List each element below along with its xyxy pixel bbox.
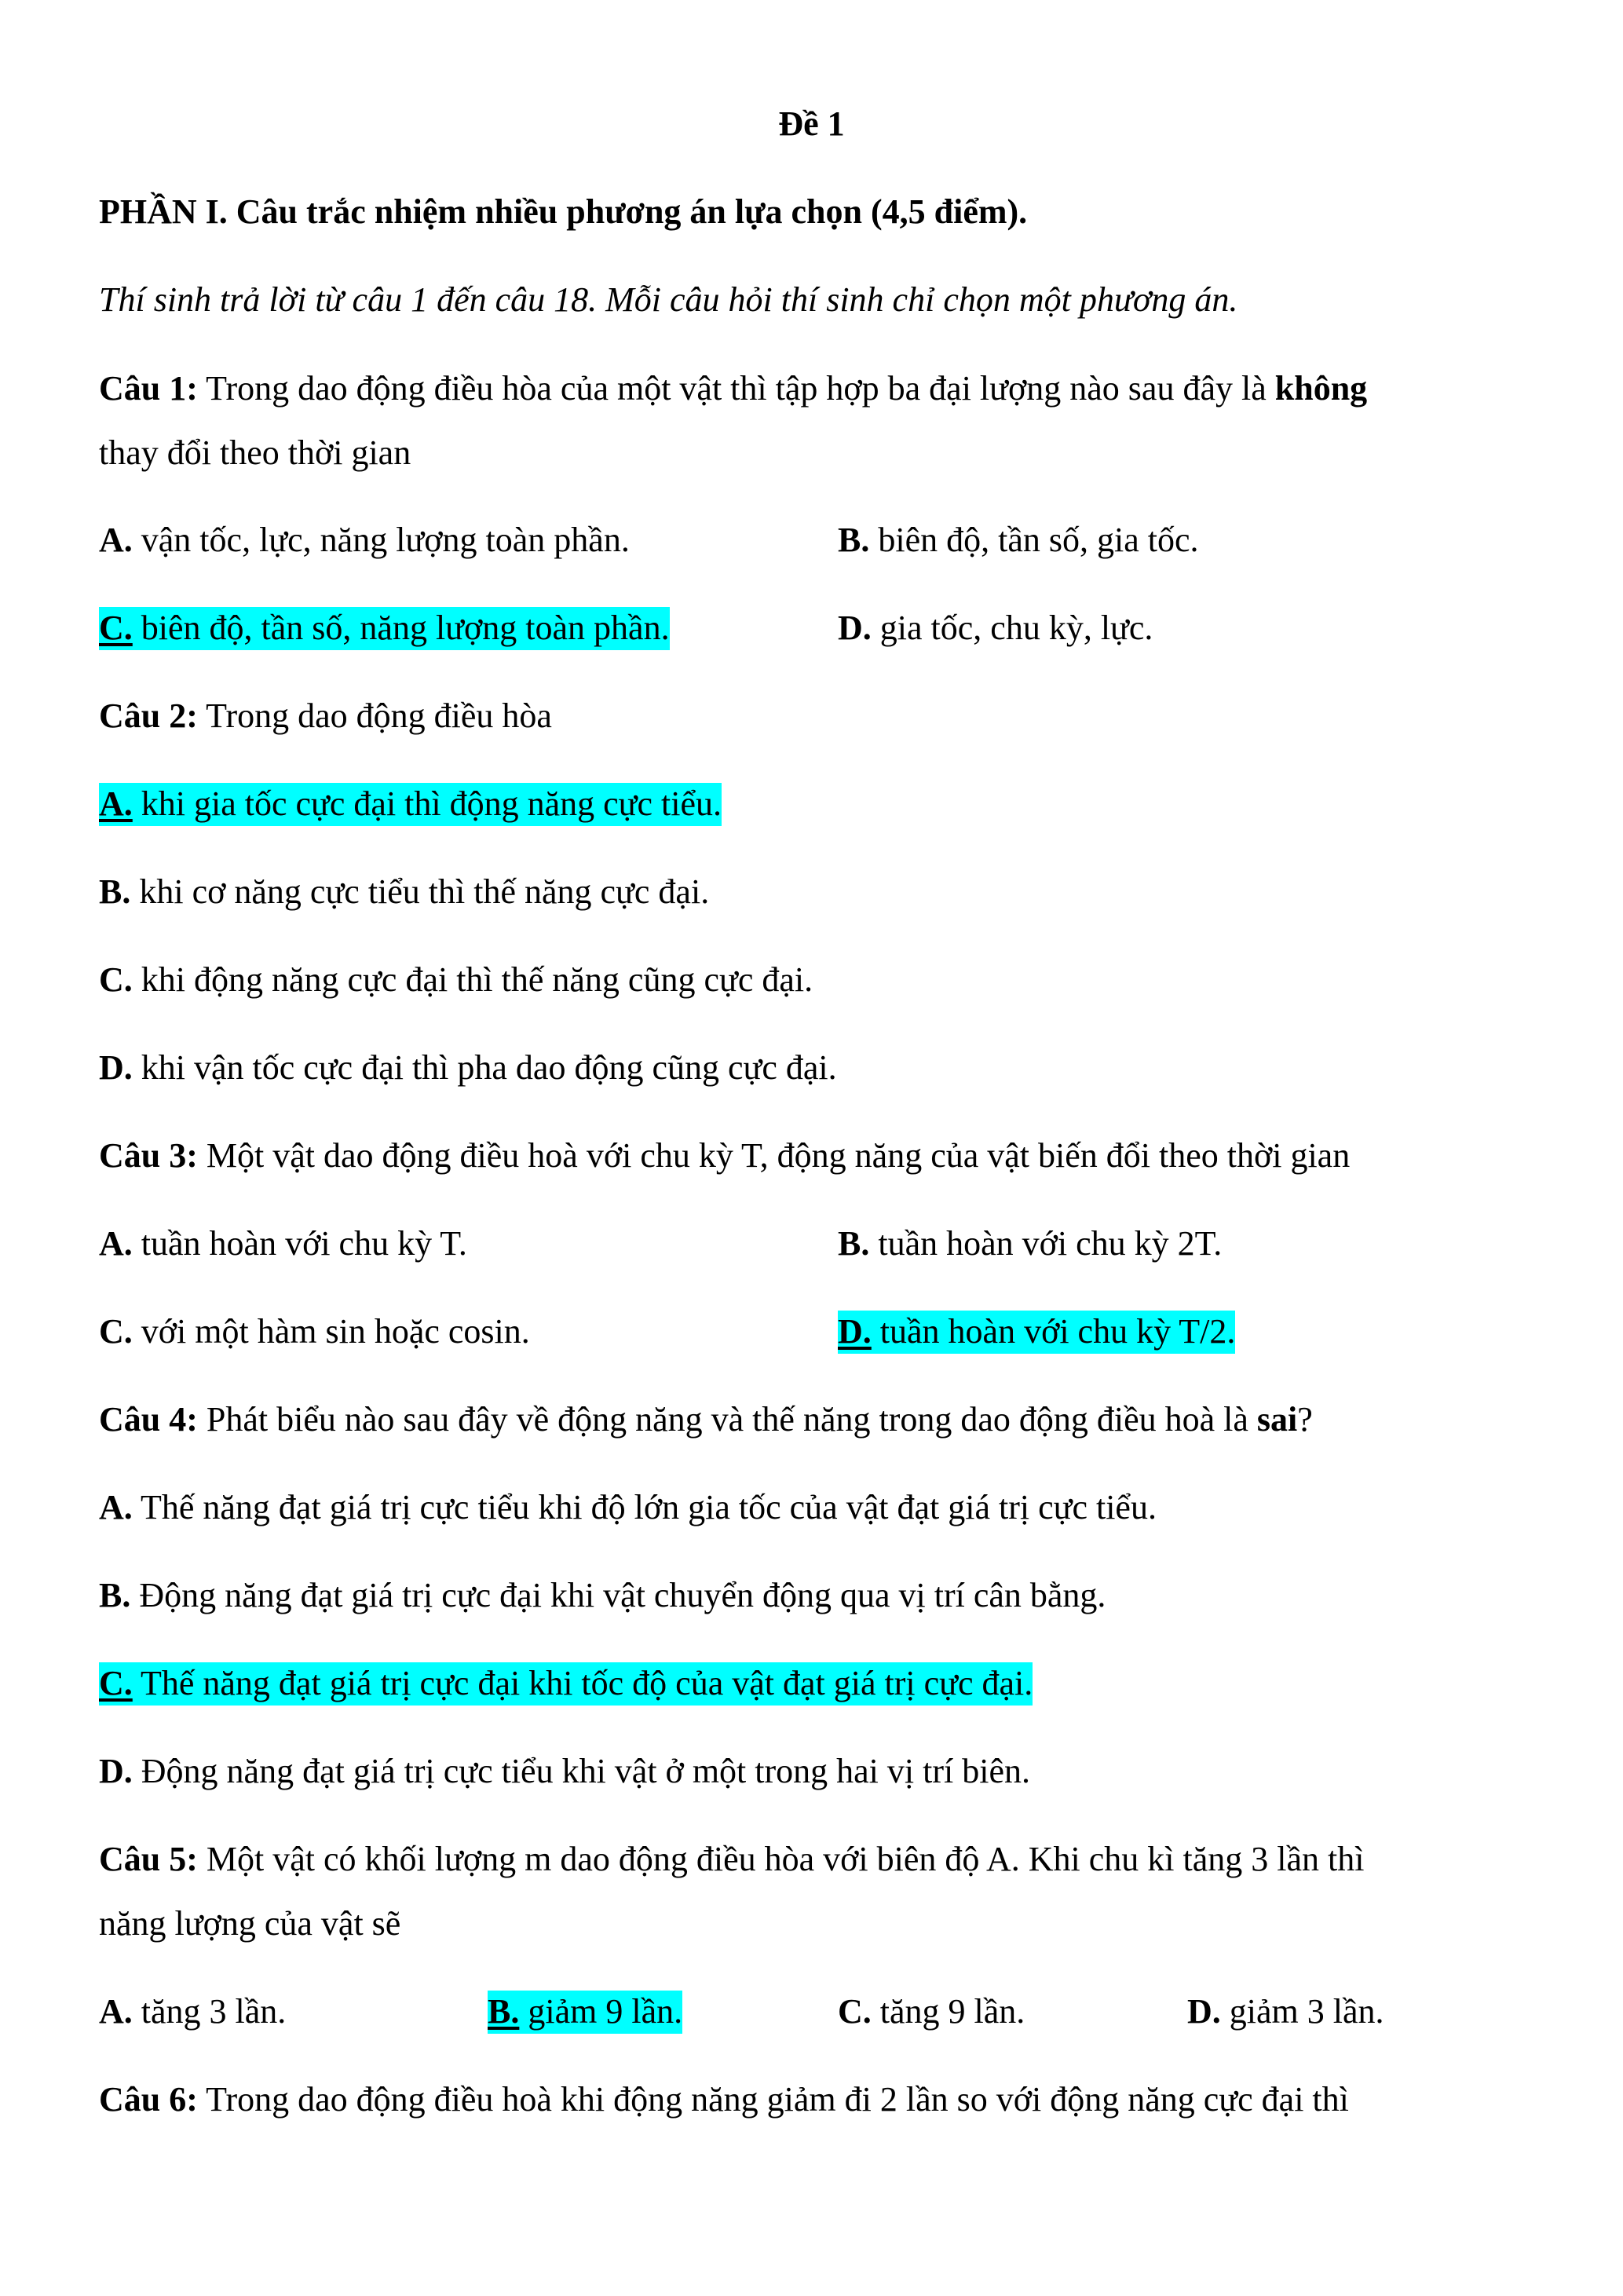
question-text: Trong dao động điều hòa của một vật thì tập hợp ba đại lượng nào sau đây là [206, 369, 1267, 408]
question-1-line-1 [99, 365, 1367, 412]
q2-option-b: B. khi cơ năng cực tiểu thì thế năng cực đại. [99, 872, 710, 911]
question-text: Một vật có khối lượng m dao động điều hòa với biên độ A. Khi chu kì tăng 3 lần thì [206, 1840, 1365, 1878]
answer-highlight: C. biên độ, tần số, năng lượng toàn phần. [99, 607, 670, 650]
q5-option-a: A. tăng 3 lần. [99, 1992, 287, 2031]
page-title: Đề 1 [778, 104, 845, 143]
question-label: Câu 6: [99, 2080, 198, 2119]
section-instruction: Thí sinh trả lời từ câu 1 đến câu 18. Mỗi câu hỏi thí sinh chỉ chọn một phương án. [99, 280, 1238, 319]
question-4: Câu 4: Phát biểu nào sau đây về động năng và thế năng trong dao động điều hoà là sai? [99, 1400, 1313, 1439]
question-6 [99, 2076, 1349, 2123]
q5-option-d: D. giảm 3 lần. [1187, 1992, 1384, 2031]
q1-option-b: B. biên độ, tần số, gia tốc. [838, 521, 1199, 559]
q2-option-d: D. khi vận tốc cực đại thì pha dao động cũng cực đại. [99, 1048, 837, 1087]
question-emphasis: không [1274, 369, 1368, 408]
q1-option-d: D. gia tốc, chu kỳ, lực. [838, 609, 1153, 647]
question-5-line-1 [99, 1836, 1364, 1883]
q2-option-a-correct [99, 781, 722, 828]
answer-highlight: D. tuần hoàn với chu kỳ T/2. [838, 1311, 1235, 1354]
q3-option-d-correct [838, 1308, 1235, 1355]
section-heading: PHẦN I. Câu trắc nhiệm nhiều phương án lựa chọn (4,5 điểm). [99, 192, 1028, 231]
q1-option-a: A. vận tốc, lực, năng lượng toàn phần. [99, 521, 630, 559]
question-label: Câu 2: [99, 696, 198, 735]
q4-option-d: D. Động năng đạt giá trị cực tiểu khi vật ở một trong hai vị trí biên. [99, 1752, 1030, 1790]
q2-option-c: C. khi động năng cực đại thì thế năng cũng cực đại. [99, 960, 813, 999]
question-5-line-2: năng lượng của vật sẽ [99, 1904, 401, 1943]
question-label: Câu 4: [99, 1400, 198, 1439]
answer-highlight: A. khi gia tốc cực đại thì động năng cực tiểu. [99, 783, 722, 826]
answer-highlight: B. giảm 9 lần. [488, 1991, 682, 2034]
q4-option-b: B. Động năng đạt giá trị cực đại khi vật chuyển động qua vị trí cân bằng. [99, 1576, 1106, 1614]
question-text: Trong dao động điều hòa [206, 696, 552, 735]
q1-option-c-correct [99, 605, 670, 652]
question-label: Câu 1: [99, 369, 198, 408]
answer-highlight: C. Thế năng đạt giá trị cực đại khi tốc độ của vật đạt giá trị cực đại. [99, 1662, 1033, 1706]
question-text: Phát biểu nào sau đây về động năng và thế năng trong dao động điều hoà là [206, 1400, 1248, 1439]
q4-option-c-correct [99, 1660, 1033, 1707]
question-text: Một vật dao động điều hoà với chu kỳ T, động năng của vật biến đổi theo thời gian [206, 1136, 1351, 1175]
question-text: Trong dao động điều hoà khi động năng giảm đi 2 lần so với động năng cực đại thì [206, 2080, 1349, 2119]
question-label: Câu 5: [99, 1840, 198, 1878]
q4-option-a: A. Thế năng đạt giá trị cực tiểu khi độ lớn gia tốc của vật đạt giá trị cực tiểu. [99, 1488, 1157, 1526]
question-emphasis: sai [1256, 1400, 1298, 1439]
question-1-line-2: thay đổi theo thời gian [99, 433, 411, 472]
q3-option-b: B. tuần hoàn với chu kỳ 2T. [838, 1224, 1223, 1263]
q3-option-c: C. với một hàm sin hoặc cosin. [99, 1312, 530, 1351]
question-label: Câu 3: [99, 1136, 198, 1175]
q5-option-c: C. tăng 9 lần. [838, 1992, 1025, 2031]
q5-option-b-correct [488, 1988, 682, 2035]
question-3 [99, 1132, 1350, 1179]
q3-option-a: A. tuần hoàn với chu kỳ T. [99, 1224, 467, 1263]
question-2 [99, 693, 552, 740]
